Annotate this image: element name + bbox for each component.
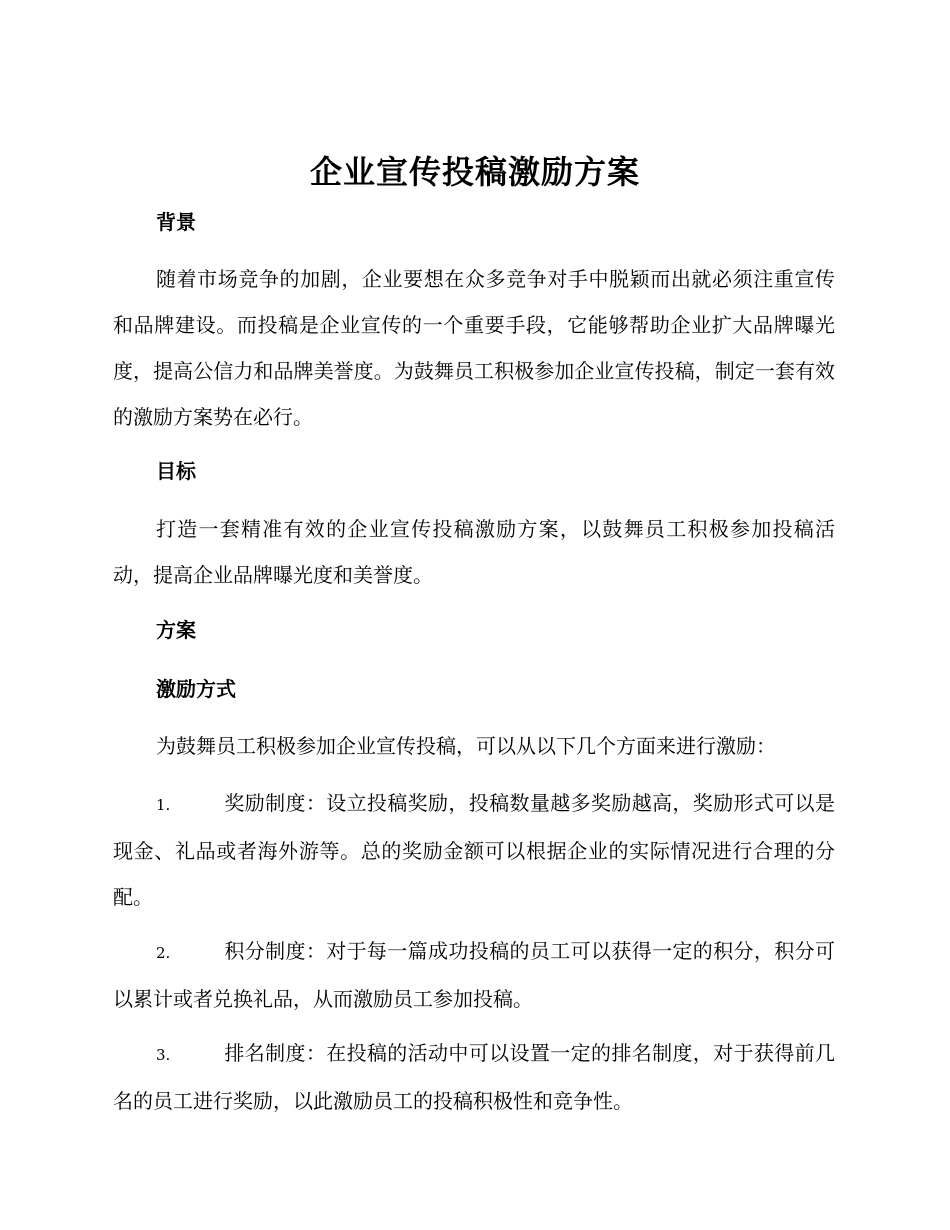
section-heading-background: 背景	[156, 210, 196, 234]
incentive-intro: 为鼓舞员工积极参加企业宣传投稿，可以从以下几个方面来进行激励：	[156, 734, 776, 758]
background-paragraph: 随着市场竞争的加剧，企业要想在众多竞争对手中脱颖而出就必须注重宣传和品牌建设。而投稿是企业宣传的一个重要手段，它能够帮助企业扩大品牌曝光度，提高公信力和品牌美誉度。为鼓舞员工积极参加企业宣传投稿，制定一套有效的激励方案势在必行。	[113, 267, 835, 429]
list-number: 3.	[156, 1046, 171, 1064]
list-number: 1.	[156, 796, 171, 814]
list-item-1	[113, 780, 835, 920]
list-item-text: 排名制度：在投稿的活动中可以设置一定的排名制度，对于获得前几名的员工进行奖励，以此激励员工的投稿积极性和竞争性。	[113, 1041, 835, 1113]
list-item-2	[113, 928, 835, 1022]
document-title: 企业宣传投稿激励方案	[309, 153, 640, 191]
list-number: 2.	[156, 944, 171, 962]
list-item-text: 奖励制度：设立投稿奖励，投稿数量越多奖励越高，奖励形式可以是现金、礼品或者海外游等。总的奖励金额可以根据企业的实际情况进行合理的分配。	[113, 791, 835, 909]
list-item-3	[113, 1030, 835, 1124]
section-heading-goal: 目标	[156, 459, 196, 483]
list-item-text: 积分制度：对于每一篇成功投稿的员工可以获得一定的积分，积分可以累计或者兑换礼品，从而激励员工参加投稿。	[113, 939, 835, 1011]
goal-paragraph: 打造一套精准有效的企业宣传投稿激励方案，以鼓舞员工积极参加投稿活动，提高企业品牌曝光度和美誉度。	[113, 517, 835, 587]
section-heading-incentive: 激励方式	[156, 677, 236, 701]
section-heading-plan: 方案	[156, 618, 196, 642]
